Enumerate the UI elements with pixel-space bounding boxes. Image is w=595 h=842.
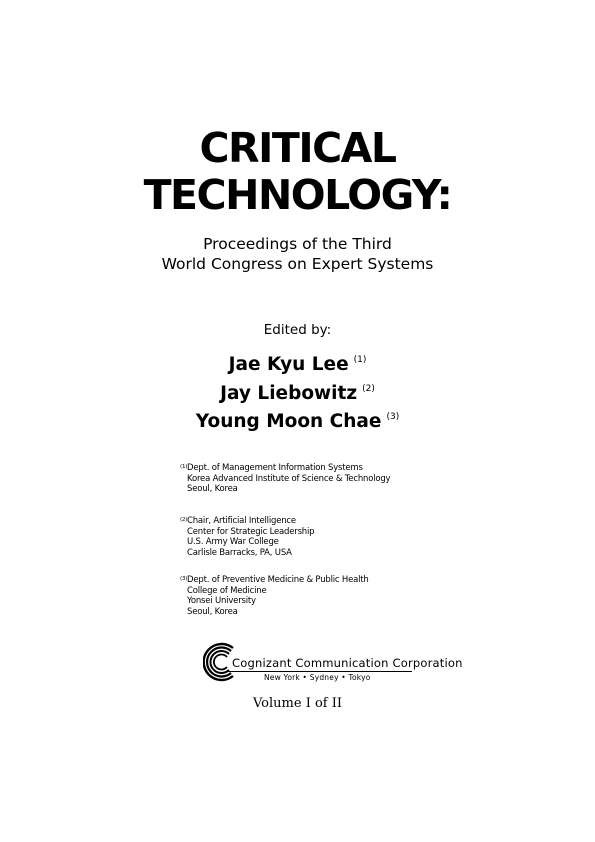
editor-3	[0, 405, 595, 434]
affiliation-line: Seoul, Korea	[187, 484, 238, 494]
affiliation-line: Dept. of Preventive Medicine & Public Health	[187, 575, 369, 585]
affiliation-line: Chair, Artificial Intelligence	[187, 516, 296, 526]
editor-ref: (1)	[353, 355, 367, 365]
publisher-name: Cognizant Communication Corporation	[232, 656, 463, 670]
affiliation-line: U.S. Army War College	[187, 537, 279, 547]
affiliation-mark: (1)	[180, 464, 188, 470]
affiliation-1	[180, 463, 487, 495]
affiliation-2	[180, 516, 487, 558]
editor-name: Jae Kyu Lee	[228, 354, 349, 375]
editor-1	[0, 348, 595, 377]
affiliation-line: Korea Advanced Institute of Science & Technology	[187, 473, 391, 484]
title-line-2: TECHNOLOGY:	[143, 171, 452, 219]
edited-by-label: Edited by:	[263, 322, 332, 338]
editor-name: Young Moon Chae	[195, 411, 382, 432]
publisher-cities: New York • Sydney • Tokyo	[264, 673, 371, 682]
affiliation-line: Seoul, Korea	[187, 606, 238, 617]
affiliation-line: Dept. of Management Information Systems	[187, 463, 363, 473]
volume-label: Volume I of II	[252, 696, 342, 711]
affiliation-line: Carlisle Barracks, PA, USA	[187, 547, 292, 558]
editor-2	[0, 377, 595, 406]
title-line-1: CRITICAL	[199, 124, 396, 172]
subtitle-line-2: World Congress on Expert Systems	[161, 255, 434, 273]
editor-ref: (3)	[386, 412, 400, 422]
affiliation-mark: (2)	[180, 517, 188, 523]
subtitle-line-1: Proceedings of the Third	[203, 235, 392, 253]
affiliation-line: Yonsei University	[187, 596, 256, 606]
affiliation-3	[180, 575, 487, 617]
editor-ref: (2)	[362, 384, 375, 394]
affiliation-line: College of Medicine	[187, 585, 267, 596]
publisher-divider	[226, 671, 412, 672]
affiliation-line: Center for Strategic Leadership	[187, 526, 315, 537]
affiliation-mark: (3)	[180, 576, 188, 582]
editor-name: Jay Liebowitz	[220, 383, 358, 404]
